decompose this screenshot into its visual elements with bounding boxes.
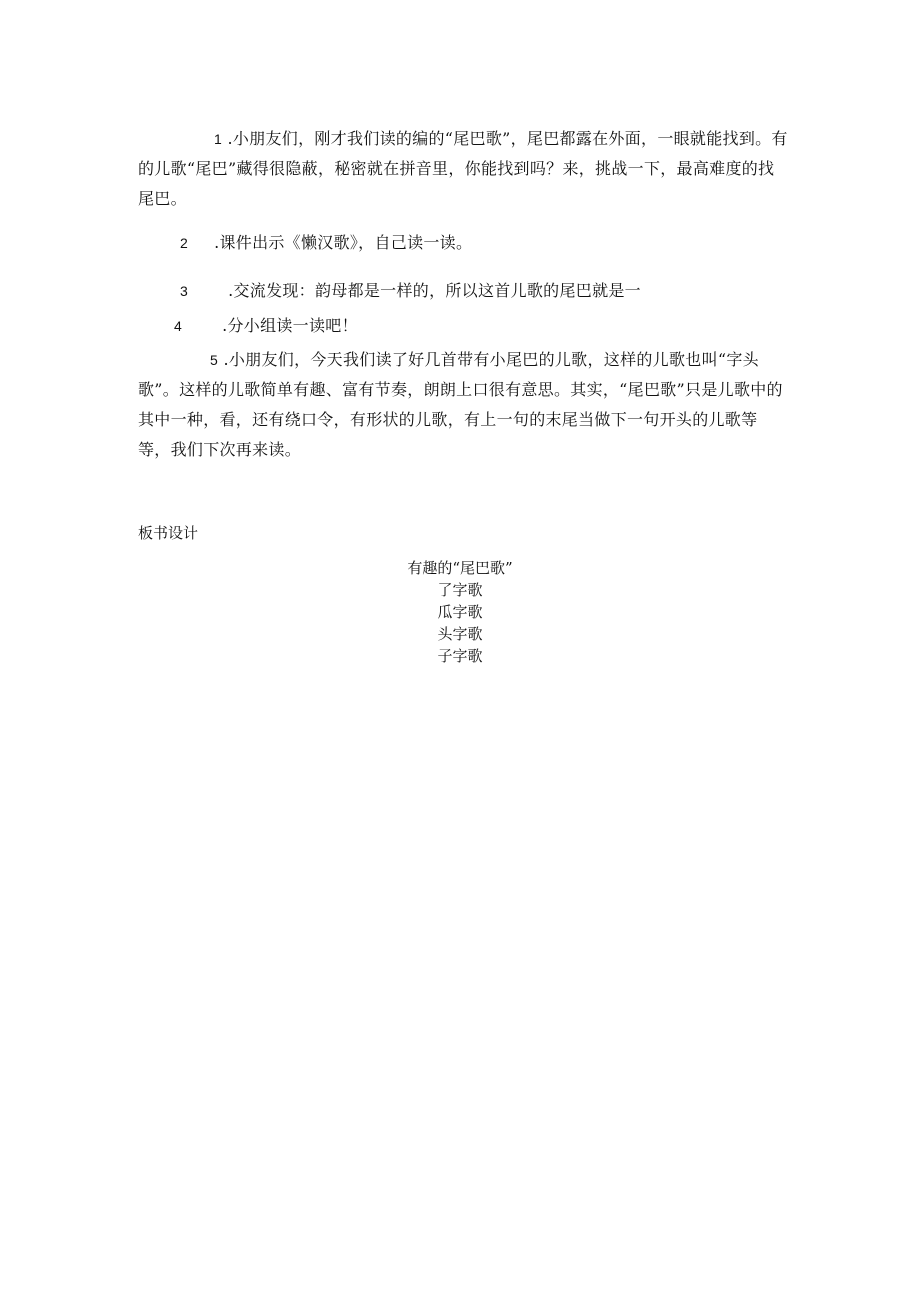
paragraph-2: [138, 228, 788, 258]
paragraph-number: 3: [180, 283, 189, 299]
paragraph-text: .小朋友们，今天我们读了好几首带有小尾巴的儿歌，这样的儿歌也叫“字头歌”。这样的儿歌简单有趣、富有节奏，朗朗上口很有意思。其实，“尾巴歌”只是儿歌中的其中一种，看，还有绕口令，有形状的儿歌，有上一句的末尾当做下一句开头的儿歌等等，我们下次再来读。: [138, 350, 783, 459]
paragraph-3: [138, 276, 788, 306]
board-item: 头字歌: [437, 625, 483, 643]
paragraph-number: 1: [214, 131, 223, 147]
paragraph-number: 5: [210, 352, 219, 368]
paragraph-text: .课件出示《懒汉歌》，自己读一读。: [214, 233, 473, 252]
board-item: 了字歌: [437, 581, 483, 599]
paragraph-4: [138, 311, 788, 341]
paragraph-text: .分小组读一读吧！: [222, 316, 358, 335]
paragraph-number: 2: [180, 235, 189, 251]
board-title: 有趣的“尾巴歌”: [407, 559, 513, 577]
board-item: 子字歌: [437, 647, 483, 665]
paragraph-text: .交流发现：韵母都是一样的，所以这首儿歌的尾巴就是一: [228, 281, 641, 300]
board-design-heading: 板书设计: [138, 524, 199, 542]
board-design: [310, 557, 610, 667]
paragraph-text: .小朋友们，刚才我们读的编的“尾巴歌”，尾巴都露在外面，一眼就能找到。有的儿歌“尾巴”藏得很隐蔽，秘密就在拼音里，你能找到吗？来，挑战一下，最高难度的找尾巴。: [138, 129, 788, 208]
paragraph-number: 4: [174, 318, 183, 334]
paragraph-5: [138, 345, 788, 465]
paragraph-1: [138, 124, 788, 214]
board-item: 瓜字歌: [437, 603, 483, 621]
